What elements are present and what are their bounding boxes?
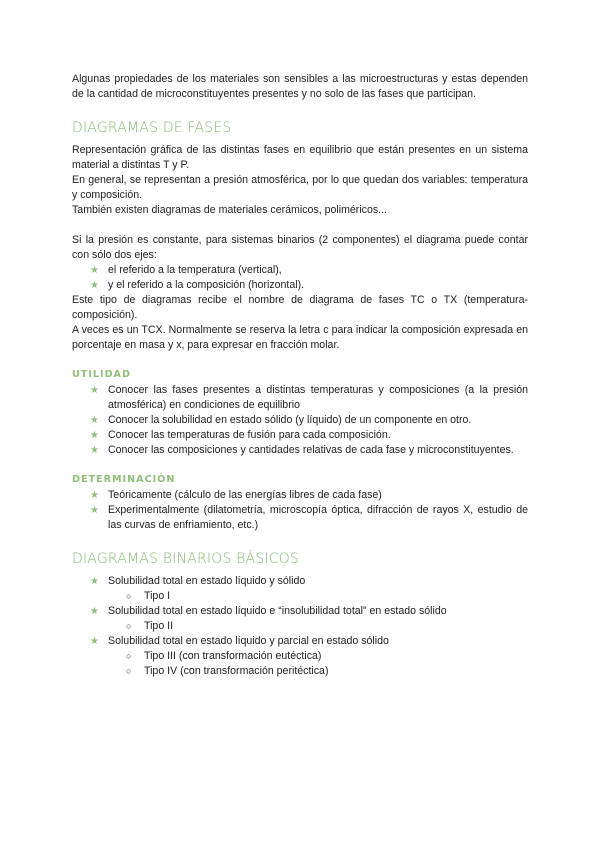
list-item: ★ Conocer la solubilidad en estado sólido (y líquido) de un componente en otro. — [90, 414, 472, 426]
list-item: ★ y el referido a la composición (horizontal). — [90, 279, 305, 291]
list-item: ★ Solubilidad total en estado líquido y parcial en estado sólido ○ Tipo III (con transformación eutéctica) ○ Tipo IV (con transformación peritéctica) — [72, 634, 528, 679]
star-icon: ★ — [90, 505, 99, 516]
list-item: ★ Solubilidad total en estado líquido y sólido ○ Tipo I — [72, 574, 528, 604]
utilidad-list — [72, 383, 528, 458]
circle-icon: ○ — [126, 621, 132, 631]
sub-list-item: ○ Tipo II — [126, 620, 174, 632]
spacer — [72, 218, 528, 233]
star-icon: ★ — [90, 636, 99, 647]
star-icon: ★ — [90, 490, 99, 501]
heading-diagramas-binarios: DIAGRAMAS BINARIOS BÁSICOS — [72, 551, 300, 567]
sub-list-item: ○ Tipo IV (con transformación peritéctica) — [126, 665, 329, 677]
axes-list — [72, 263, 528, 293]
star-icon: ★ — [90, 265, 99, 276]
list-item: ★ Conocer las temperaturas de fusión para cada composición. — [90, 429, 391, 441]
list-item: ★ Teóricamente (cálculo de las energías libres de cada fase) — [90, 489, 382, 501]
star-icon: ★ — [90, 606, 99, 617]
star-icon: ★ — [90, 280, 99, 291]
star-icon: ★ — [90, 385, 99, 396]
circle-icon: ○ — [126, 666, 132, 676]
star-icon: ★ — [90, 445, 99, 456]
sub-list-item: ○ Tipo I — [126, 590, 171, 602]
sub-list — [72, 589, 528, 604]
heading-utilidad: UTILIDAD — [72, 369, 131, 380]
list-item: ★ Conocer las fases presentes a distintas temperaturas y composiciones (a la presión atmosférica) en condiciones de equilibrio — [90, 384, 528, 411]
binary-types-list — [72, 574, 528, 679]
list-item: ★ Experimentalmente (dilatometría, microscopía óptica, difracción de rayos X, estudio de las curvas de enfriamiento, etc.) — [90, 504, 528, 531]
circle-icon: ○ — [126, 651, 132, 661]
determinacion-list — [72, 488, 528, 533]
star-icon: ★ — [90, 430, 99, 441]
sub-list — [72, 619, 528, 634]
list-item: ★ el referido a la temperatura (vertical), — [90, 264, 282, 276]
paragraph-other-materials: También existen diagramas de materiales cerámicos, poliméricos... — [72, 204, 387, 216]
sub-list — [72, 649, 528, 679]
list-item: ★ Solubilidad total en estado líquido e “insolubilidad total” en estado sólido ○ Tipo II — [72, 604, 528, 634]
paragraph-tcx: A veces es un TCX. Normalmente se reserva la letra c para indicar la composición expresada en porcentaje en masa y x, para expresar en fracción molar. — [72, 324, 528, 351]
paragraph-general: En general, se representan a presión atmosférica, por lo que quedan dos variables: temperatura y composición. — [72, 174, 528, 201]
star-icon: ★ — [90, 576, 99, 587]
paragraph-definition: Representación gráfica de las distintas fases en equilibrio que están presentes en un sistema material a distintas T y P. — [72, 144, 528, 171]
sub-list-item: ○ Tipo III (con transformación eutéctica) — [126, 650, 322, 662]
document-content — [72, 72, 528, 679]
paragraph-tc-diagram: Este tipo de diagramas recibe el nombre de diagrama de fases TC o TX (temperatura-composición). — [72, 294, 528, 321]
paragraph-binary-systems: Si la presión es constante, para sistemas binarios (2 componentes) el diagrama puede contar con sólo dos ejes: — [72, 234, 528, 261]
heading-diagramas-de-fases: DIAGRAMAS DE FASES — [72, 120, 232, 136]
intro-paragraph: Algunas propiedades de los materiales son sensibles a las microestructuras y estas dependen de la cantidad de microconstituyentes presentes y no solo de las fases que participan. — [72, 73, 528, 100]
circle-icon: ○ — [126, 591, 132, 601]
list-item: ★ Conocer las composiciones y cantidades relativas de cada fase y microconstituyentes. — [90, 444, 514, 456]
star-icon: ★ — [90, 415, 99, 426]
heading-determinacion: DETERMINACIÓN — [72, 474, 176, 485]
